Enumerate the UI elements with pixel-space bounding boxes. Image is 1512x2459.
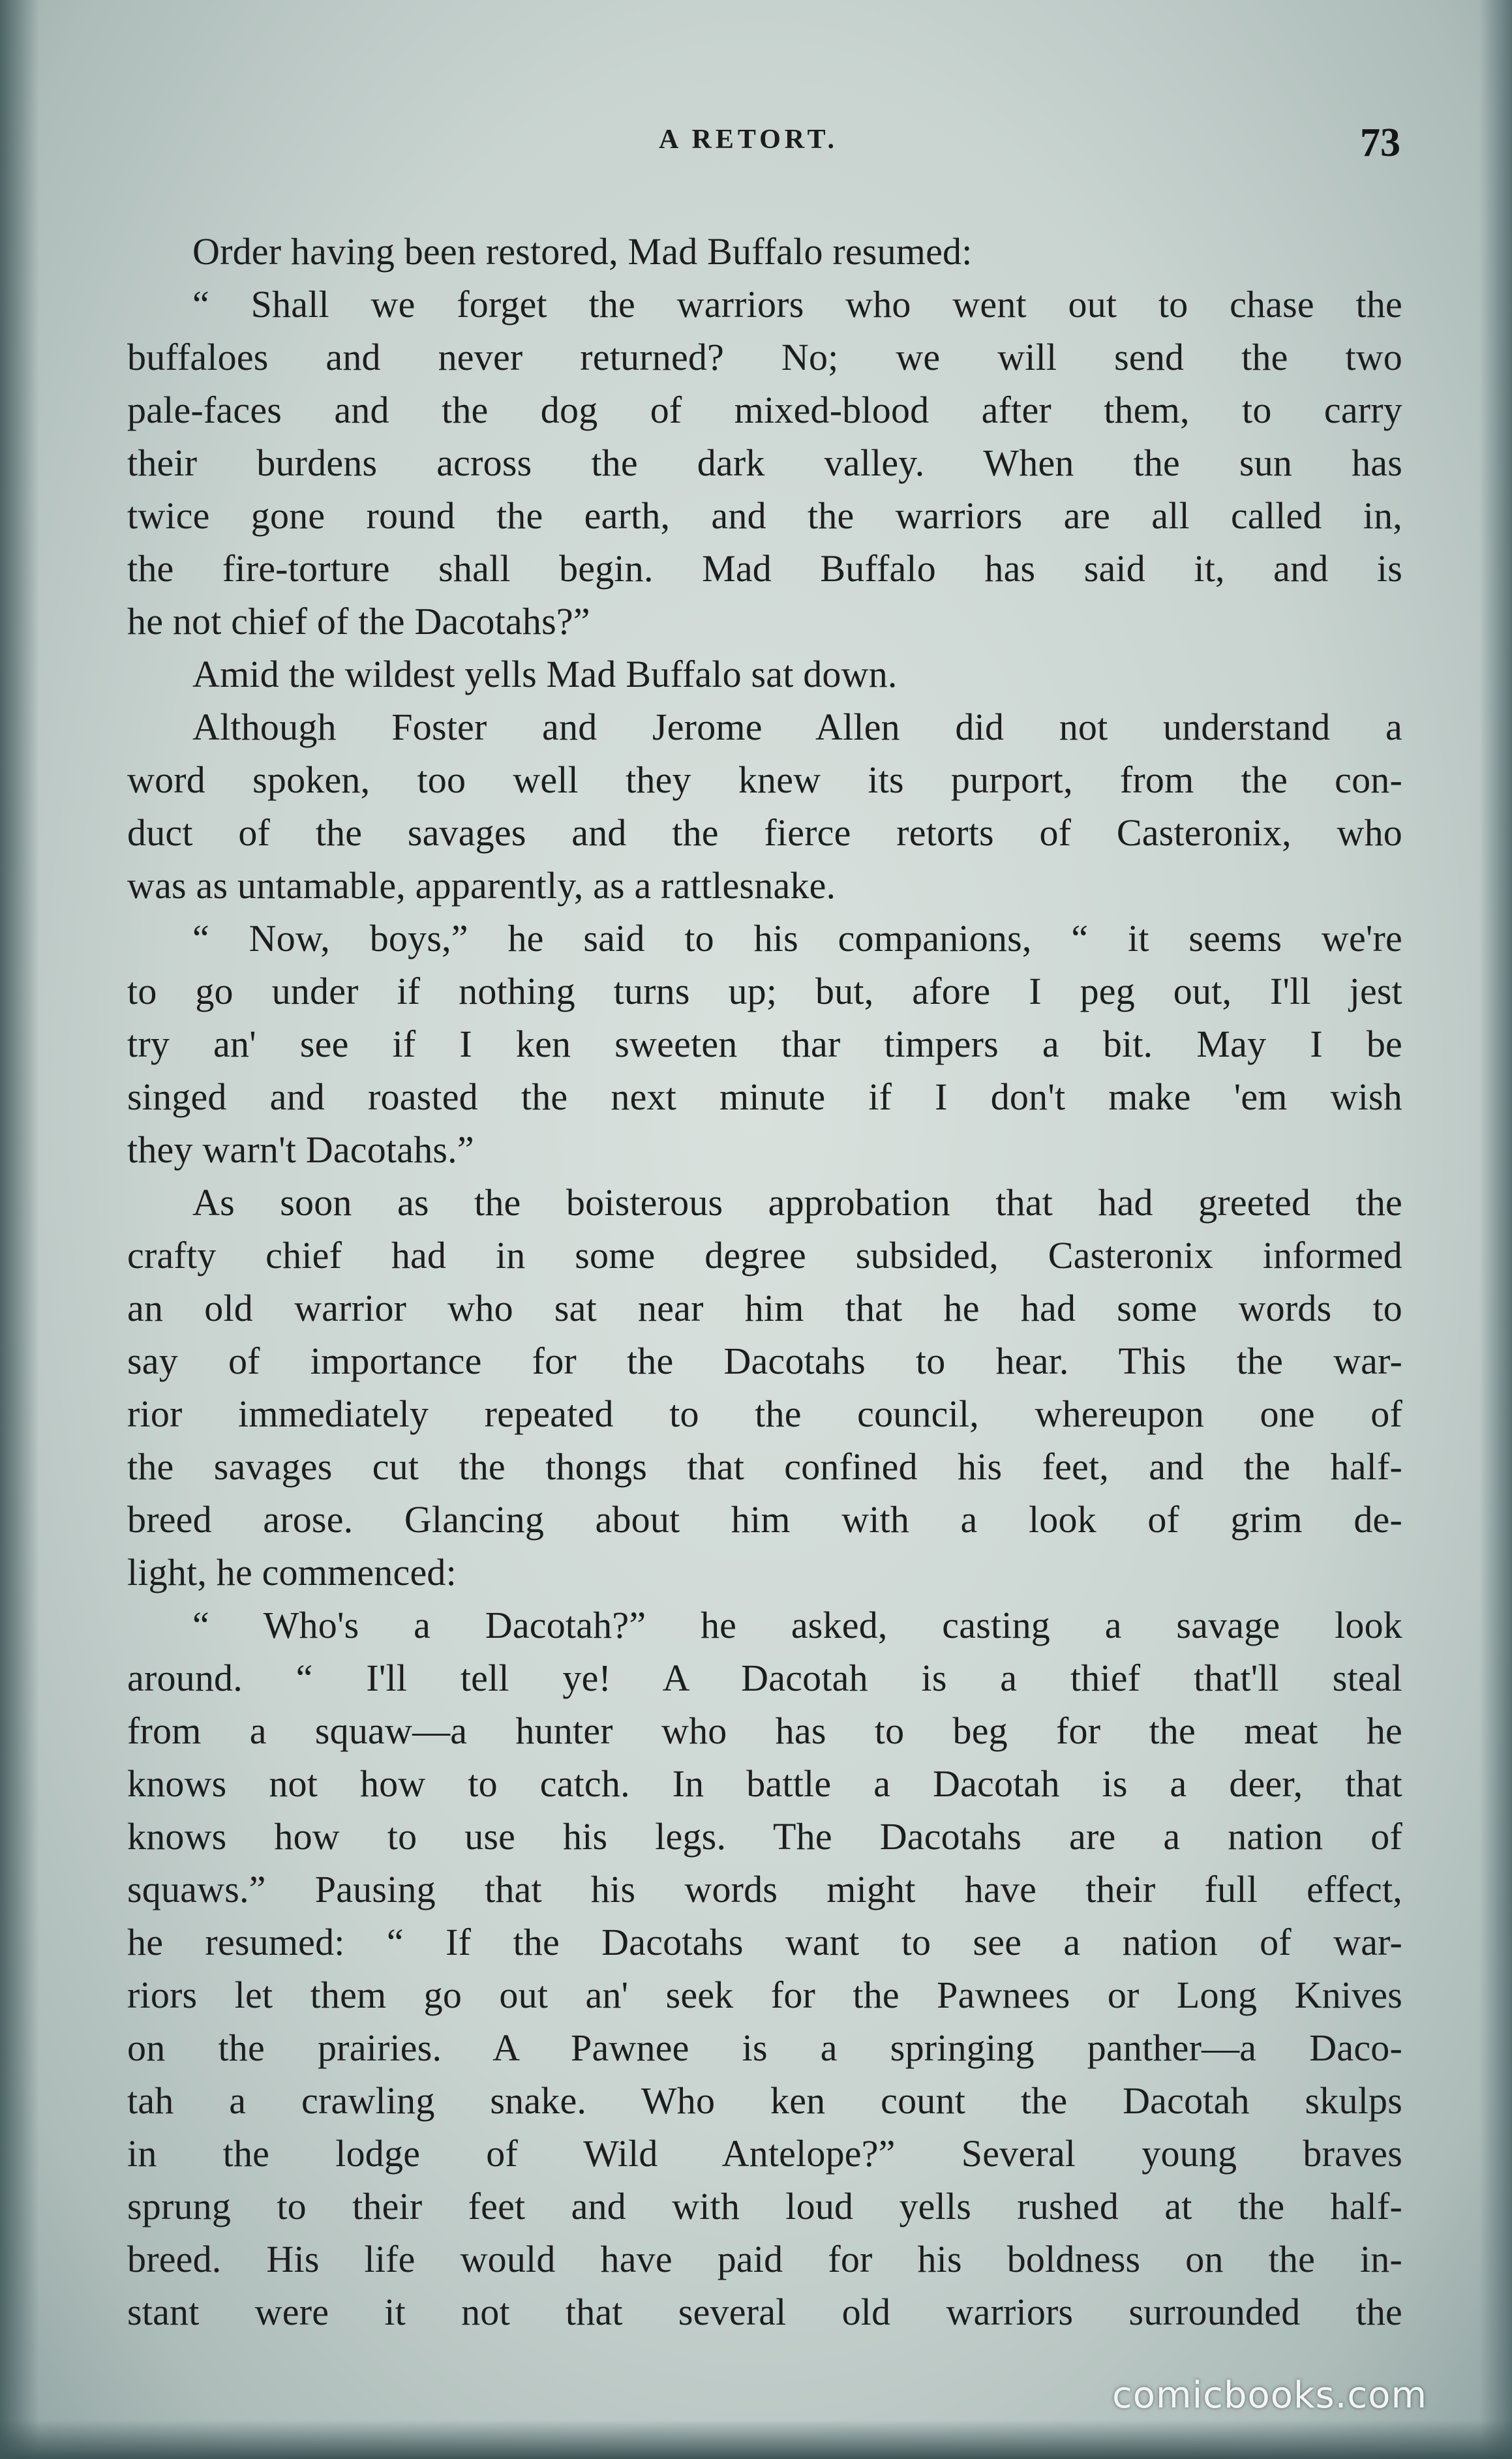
text-line: buffaloes and never returned? No; we will send the two	[127, 336, 1402, 378]
text-line: he resumed: “ If the Dacotahs want to see a nation of war-	[127, 1921, 1402, 1963]
text-line: light, he commenced:	[127, 1551, 457, 1593]
page-edge-shadow-right	[1479, 0, 1512, 2459]
text-line: stant were it not that several old warriors surrounded the	[127, 2291, 1402, 2333]
text-line: Order having been restored, Mad Buffalo resumed:	[192, 230, 973, 273]
text-line: from a squaw—a hunter who has to beg for the meat he	[127, 1710, 1402, 1752]
text-line: Amid the wildest yells Mad Buffalo sat down.	[192, 653, 898, 695]
text-line: tah a crawling snake. Who ken count the Dacotah skulps	[127, 2079, 1402, 2122]
page-header	[0, 121, 1512, 176]
text-line: their burdens across the dark valley. When the sun has	[127, 442, 1402, 484]
text-line: “ Shall we forget the warriors who went out to chase the	[192, 283, 1402, 325]
text-line: squaws.” Pausing that his words might have their full effect,	[127, 1868, 1402, 1910]
text-line: riors let them go out an' seek for the Pawnees or Long Knives	[127, 1974, 1402, 2016]
text-line: singed and roasted the next minute if I don't make 'em wish	[127, 1076, 1402, 1118]
text-line: “ Now, boys,” he said to his companions, “ it seems we're	[192, 917, 1402, 959]
text-line: knows how to use his legs. The Dacotahs are a nation of	[127, 1815, 1402, 1858]
running-head: A RETORT.	[659, 125, 839, 155]
text-line: the savages cut the thongs that confined his feet, and the half-	[127, 1445, 1402, 1488]
text-line: “ Who's a Dacotah?” he asked, casting a savage look	[192, 1604, 1402, 1646]
text-line: in the lodge of Wild Antelope?” Several young braves	[127, 2132, 1402, 2175]
text-line: on the prairies. A Pawnee is a springing panther—a Daco-	[127, 2027, 1402, 2069]
text-line: pale-faces and the dog of mixed-blood after them, to carry	[127, 389, 1402, 431]
text-line: duct of the savages and the fierce retorts of Casteronix, who	[127, 811, 1402, 854]
text-line: crafty chief had in some degree subsided, Casteronix informed	[127, 1234, 1402, 1276]
text-line: an old warrior who sat near him that he had some words to	[127, 1287, 1402, 1329]
text-line: breed arose. Glancing about him with a look of grim de-	[127, 1498, 1402, 1541]
text-line: twice gone round the earth, and the warriors are all called in,	[127, 494, 1402, 537]
text-line: breed. His life would have paid for his boldness on the in-	[127, 2238, 1402, 2280]
page-edge-shadow-left	[0, 0, 39, 2459]
text-line: sprung to their feet and with loud yells rushed at the half-	[127, 2185, 1402, 2227]
text-line: try an' see if I ken sweeten thar timpers a bit. May I be	[127, 1023, 1402, 1065]
text-line: around. “ I'll tell ye! A Dacotah is a thief that'll steal	[127, 1657, 1402, 1699]
page-edge-shadow-bottom	[0, 2420, 1512, 2459]
text-line: he not chief of the Dacotahs?”	[127, 600, 590, 642]
text-line: they warn't Dacotahs.”	[127, 1128, 474, 1171]
watermark: comicbooks.com	[1112, 2374, 1428, 2417]
body-text	[127, 225, 1402, 2338]
text-line: say of importance for the Dacotahs to hear. This the war-	[127, 1340, 1402, 1382]
text-line: As soon as the boisterous approbation that had greeted the	[192, 1181, 1402, 1224]
text-line: word spoken, too well they knew its purport, from the con-	[127, 759, 1402, 801]
text-line: was as untamable, apparently, as a rattlesnake.	[127, 864, 836, 907]
text-line: to go under if nothing turns up; but, afore I peg out, I'll jest	[127, 970, 1402, 1012]
text-line: Although Foster and Jerome Allen did not understand a	[192, 706, 1402, 748]
text-line: the fire-torture shall begin. Mad Buffalo has said it, and is	[127, 547, 1402, 590]
text-line: rior immediately repeated to the council, whereupon one of	[127, 1393, 1402, 1435]
text-line: knows not how to catch. In battle a Dacotah is a deer, that	[127, 1762, 1402, 1805]
page-number: 73	[1360, 121, 1400, 165]
